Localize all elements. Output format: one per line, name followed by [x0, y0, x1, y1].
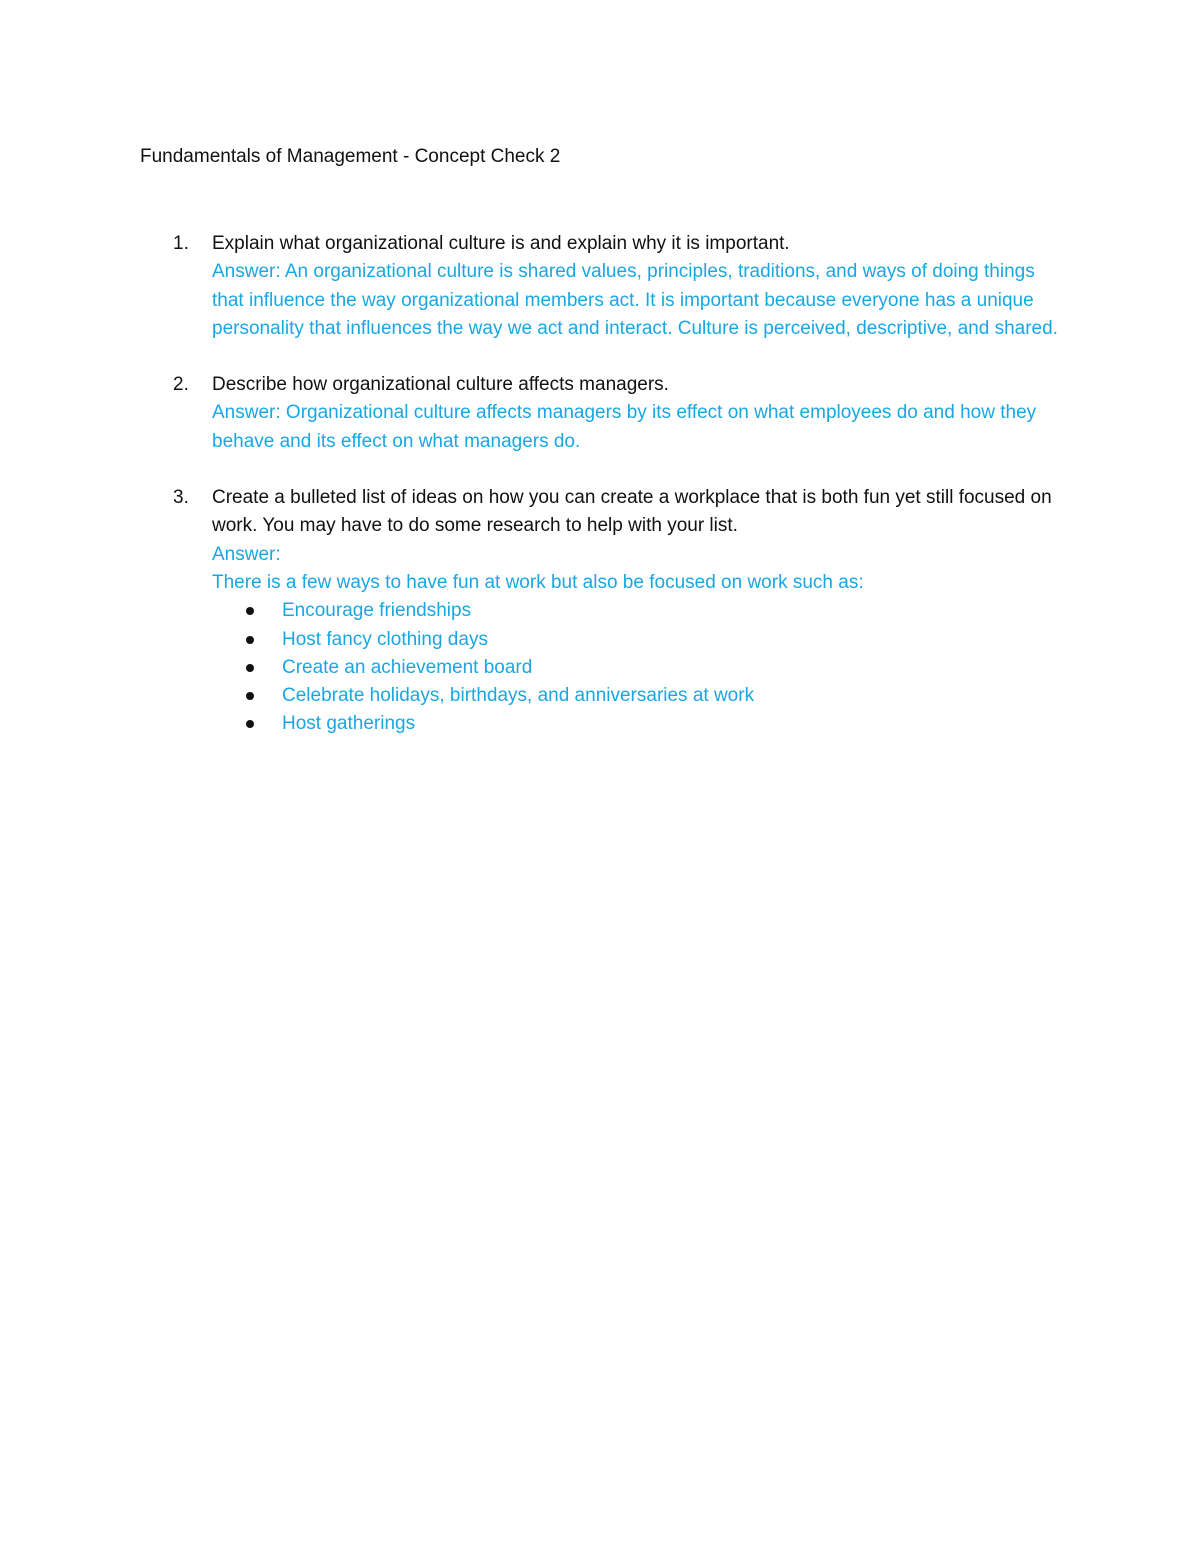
question-number: 3.: [173, 487, 189, 509]
answer-text: Answer: An organizational culture is shared values, principles, traditions, and ways of doing things that influence the way organizational members act. It is important because everyone has a unique personality that influences the way we act and interact. Culture is perceived, descriptive, and shared.: [212, 261, 1058, 339]
answer-bullet-list: [212, 597, 1070, 738]
question-text: Describe how organizational culture affects managers.: [212, 374, 669, 396]
bullet-text: Host fancy clothing days: [282, 628, 488, 650]
list-item: [212, 710, 1070, 738]
question-item-2: [140, 371, 1070, 456]
bullet-text: Create an achievement board: [282, 656, 533, 678]
answer-text: Answer: Organizational culture affects managers by its effect on what employees do and how they behave and its effect on what managers do.: [212, 402, 1037, 452]
question-item-1: [140, 230, 1070, 343]
bullet-icon: [246, 664, 254, 672]
bullet-icon: [246, 636, 254, 644]
answer-intro: There is a few ways to have fun at work but also be focused on work such as:: [212, 571, 864, 593]
question-number: 2.: [173, 374, 189, 396]
document-title: Fundamentals of Management - Concept Check 2: [140, 146, 561, 167]
question-text: Create a bulleted list of ideas on how you can create a workplace that is both fun yet still focused on work. You may have to do some research to help with your list.: [212, 487, 1052, 537]
bullet-icon: [246, 720, 254, 728]
bullet-text: Celebrate holidays, birthdays, and anniversaries at work: [282, 685, 755, 707]
list-item: [212, 654, 1070, 682]
list-item: [212, 626, 1070, 654]
question-number: 1.: [173, 233, 189, 254]
bullet-text: Host gatherings: [282, 713, 416, 735]
question-item-3: [140, 484, 1070, 739]
answer-label: Answer:: [212, 543, 281, 565]
list-item: [212, 597, 1070, 625]
question-text: Explain what organizational culture is and explain why it is important.: [212, 233, 790, 254]
bullet-text: Encourage friendships: [282, 600, 472, 622]
list-item: [212, 682, 1070, 710]
bullet-icon: [246, 607, 254, 615]
question-list: [140, 230, 1070, 767]
bullet-icon: [246, 692, 254, 700]
